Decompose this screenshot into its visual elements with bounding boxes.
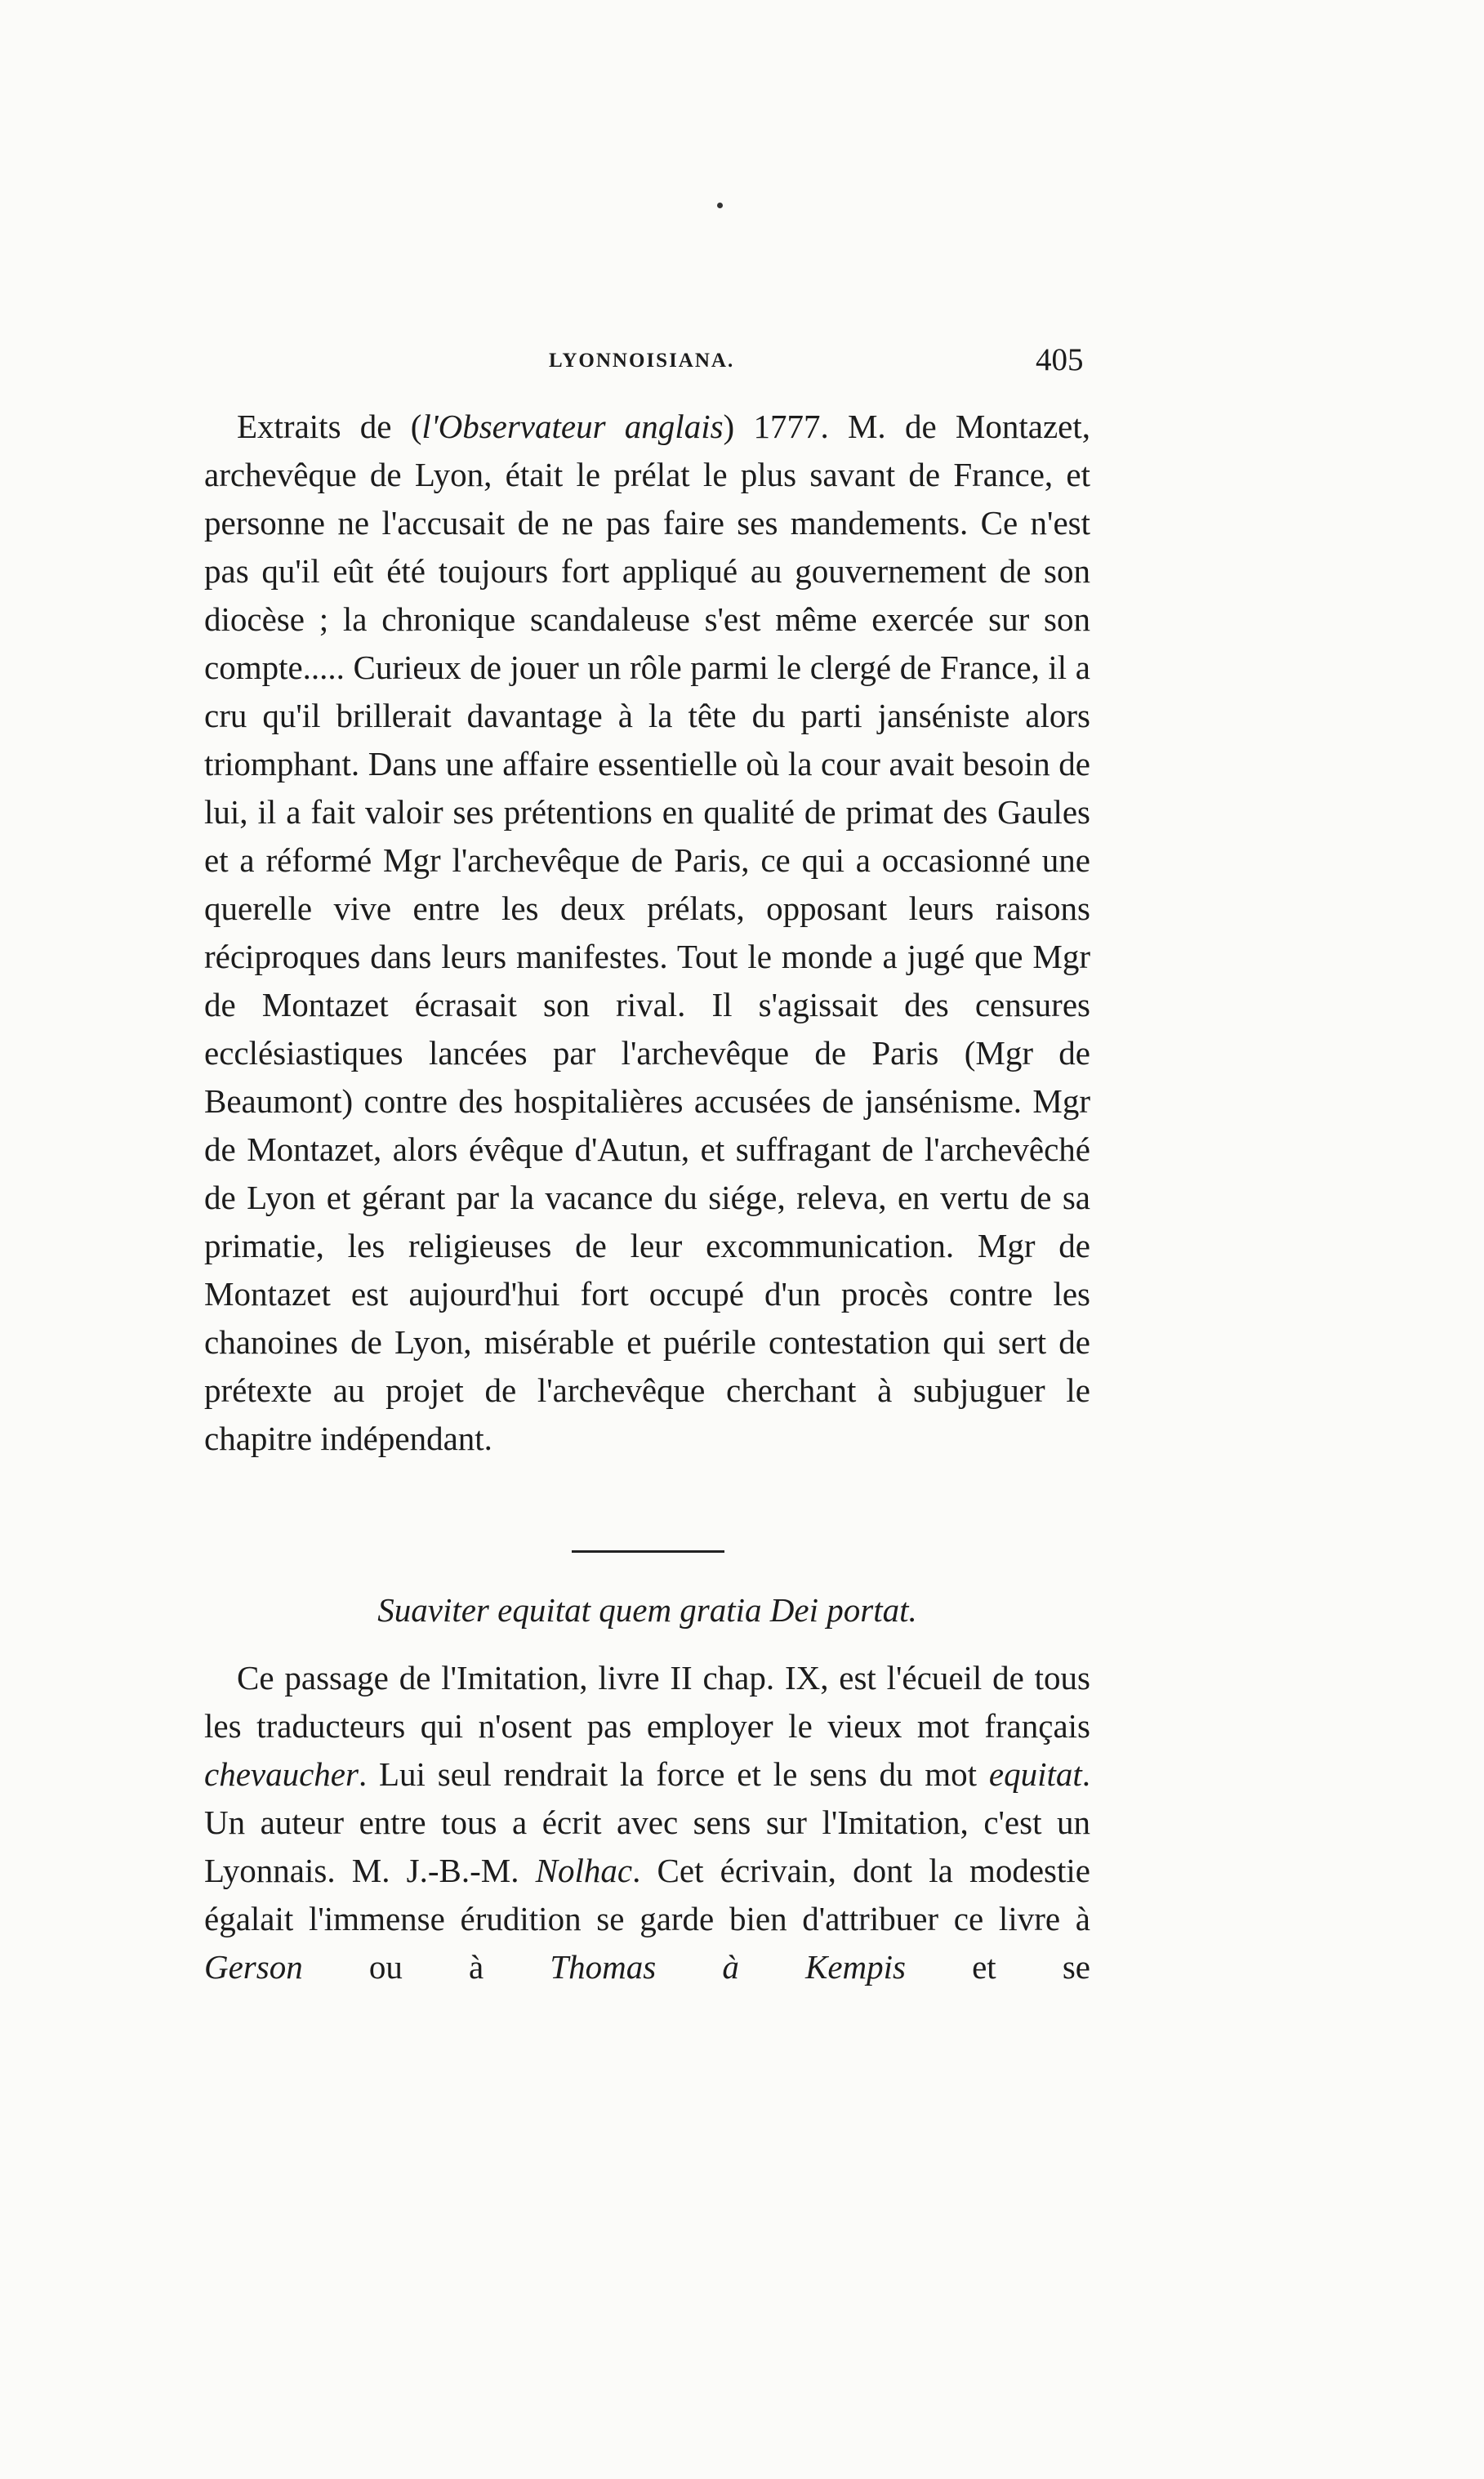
text-segment: . Cet écrivain, dont la modestie égalait l'immense érudition se garde bien d'attribuer ce livre à <box>204 1852 1090 1937</box>
ink-speck <box>717 203 723 208</box>
source-title: l'Observateur anglais <box>421 408 724 445</box>
text-segment: Ce passage de l'Imitation, livre II chap. IX, est l'écueil de tous les traducteurs qui n'osent pas employer le vieux mot français <box>204 1659 1090 1745</box>
paragraph-text <box>204 1654 1090 1991</box>
paragraph-intro: Extraits de ( <box>237 408 422 445</box>
running-title: LYONNOISIANA. <box>549 350 735 372</box>
paragraph-body: ) 1777. M. de Montazet, archevêque de Lyon, était le prélat le plus savant de France, et personne ne l'accusait de ne pas faire ses mandements. Ce n'est pas qu'il eût été toujours fort appliqué au gouvernement de son diocèse ; la chronique scandaleuse s'est même exercée sur son compte..... Curieux de jouer un rôle parmi le clergé de France, il a cru qu'il brillerait davantage à la tête du parti janséniste alors triomphant. Dans une affaire essentielle où la cour avait besoin de lui, il a fait valoir ses prétentions en qualité de primat des Gaules et a réformé Mgr l'archevêque de Paris, ce qui a occasionné une querelle vive entre les deux prélats, opposant leurs raisons réciproques dans leurs manifestes. Tout le monde a jugé que Mgr de Montazet écrasait son rival. Il s'agissait des censures ecclésiastiques lancées par l'archevêque de Paris (Mgr de Beaumont) contre des hospitalières accusées de jansénisme. Mgr de Montazet, alors évêque d'Autun, et suffragant de l'archevêché de Lyon et gérant par la vacance du siége, releva, en vertu de sa primatie, les religieuses de leur excommunication. Mgr de Montazet est aujourd'hui fort occupé d'un procès contre les chanoines de Lyon, misérable et puérile contestation qui sert de prétexte au projet de l'archevêque cherchant à subjuguer le chapitre indépendant. <box>204 408 1090 1457</box>
paragraph-imitation <box>204 1654 1090 1991</box>
term-chevaucher: chevaucher <box>204 1755 359 1793</box>
text-segment: . Un auteur entre tous a écrit avec sens sur l'Imitation, c'est un Lyonnais. M. J.-B.-M. <box>204 1755 1090 1889</box>
page-number: 405 <box>1036 342 1084 377</box>
text-segment: ou à <box>302 1948 550 1986</box>
name-gerson: Gerson <box>204 1948 303 1986</box>
section-divider <box>572 1550 724 1553</box>
text-segment: et se <box>905 1948 1090 1986</box>
author-name: Nolhac <box>535 1852 633 1889</box>
term-equitat: equitat <box>988 1755 1082 1793</box>
latin-motto: Suaviter equitat quem gratia Dei portat. <box>377 1591 917 1629</box>
paragraph-text <box>204 403 1090 1463</box>
text-segment: . Lui seul rendrait la force et le sens du mot <box>358 1755 989 1793</box>
paragraph-observateur <box>204 403 1090 1463</box>
name-thomas-a-kempis: Thomas à Kempis <box>550 1948 906 1986</box>
